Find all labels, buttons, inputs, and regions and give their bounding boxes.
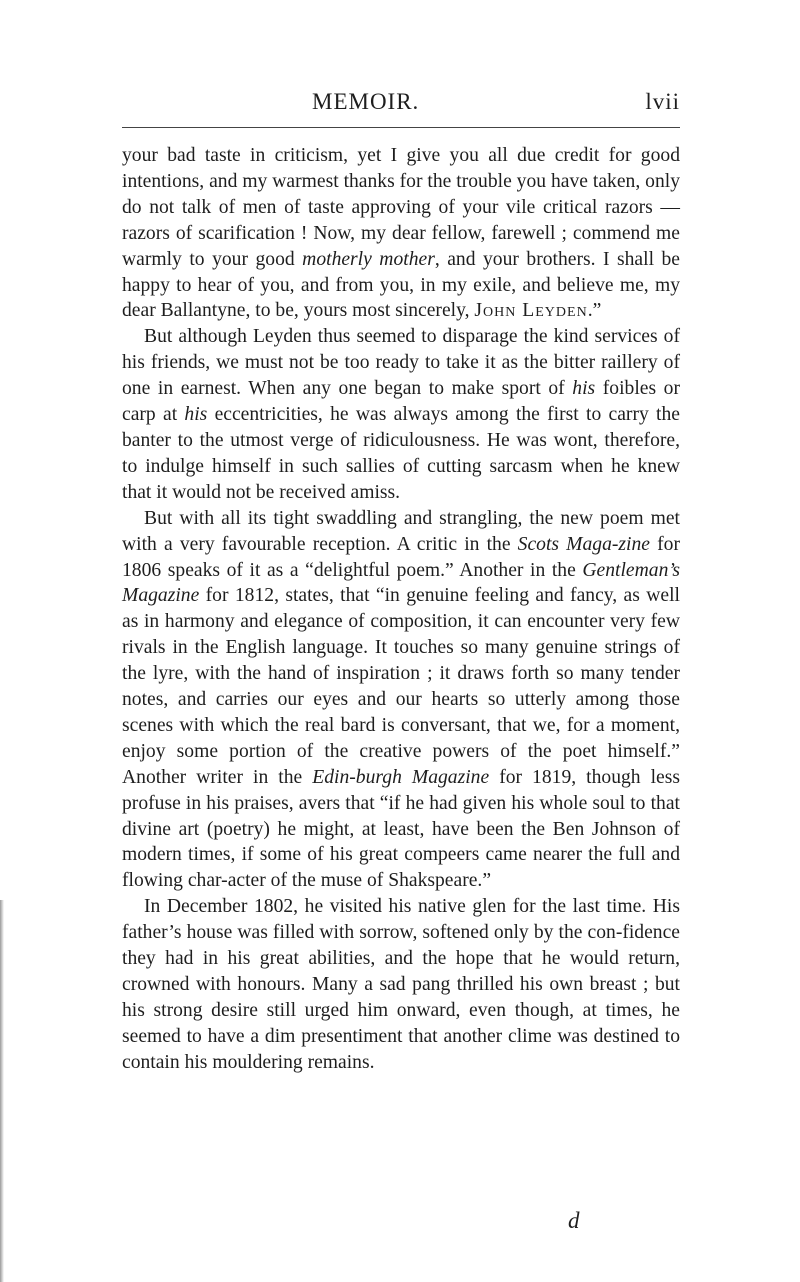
text-segment: But although Leyden thus seemed to disparage the kind services of his friends, we must not be too ready to take it as the bitter raillery of one in earnest. When any one began to make sport of — [122, 326, 680, 400]
paragraph-raillery — [122, 324, 680, 505]
header-rule — [122, 127, 680, 128]
page-header — [122, 84, 680, 124]
text-segment: your bad taste in criticism, yet I give you all due credit for good intentions, and my warmest thanks for the trouble you have taken, only do not talk of men of taste approving of your vile critical razors —razors of scarification ! Now, my dear fellow, farewell ; commend me warmly to your good — [122, 145, 680, 270]
text-segment: .” — [587, 300, 602, 322]
text-segment: Gentleman’s Magazine — [122, 559, 680, 607]
body-text — [122, 143, 680, 1076]
text-segment: motherly mother — [302, 248, 435, 270]
text-segment: Edin-burgh Magazine — [312, 766, 490, 788]
paragraph-last-visit — [122, 894, 680, 1075]
text-segment: for 1819, though less profuse in his praises, avers that “if he had given his whole soul to that divine art (poetry) he might, at least, have been the Ben Johnson of modern times, if some of his great compeers came nearer the full and flowing char-acter of the muse of Shakspeare.” — [122, 766, 680, 892]
page-edge-shadow — [0, 900, 4, 1282]
signature-mark: d — [568, 1208, 580, 1233]
text-segment: his — [572, 378, 596, 400]
paragraph-letter-close — [122, 143, 680, 324]
text-segment: But with all its tight swaddling and strangling, the new poem met with a very favourable reception. A critic in the — [122, 507, 680, 555]
text-segment: Scots Maga-zine — [517, 533, 650, 555]
text-segment: eccentricities, he was always among the first to carry the banter to the utmost verge of ridiculousness. He was wont, therefore, to indulge himself in such sallies of cutting sarcasm when he knew that it would not be received amiss. — [122, 404, 680, 503]
page-number: lvii — [645, 89, 680, 114]
text-segment: John Leyden — [474, 300, 588, 322]
paragraph-reception — [122, 506, 680, 895]
text-segment: for 1812, states, that “in genuine feeling and fancy, as well as in harmony and elegance of composition, it can encounter very few rivals in the English language. It touches so many genuine strings of the lyre, with the hand of inspiration ; it draws forth so many tender notes, and carries our eyes and our hearts so utterly among those scenes with which the real bard is conversant, that we, for a moment, enjoy some portion of the creative powers of the poet himself.” Another writer in the — [122, 585, 680, 788]
text-segment: for 1806 speaks of it as a “delightful poem.” Another in the — [122, 533, 680, 581]
text-segment: foibles or carp at — [122, 378, 680, 426]
text-segment: , and your brothers. I shall be happy to hear of you, and from you, in my exile, and believe me, my dear Ballantyne, to be, yours most sincerely, — [122, 248, 681, 322]
running-head: MEMOIR. — [312, 89, 420, 114]
text-segment: In December 1802, he visited his native glen for the last time. His father’s house was filled with sorrow, softened only by the con-fidence they had in his great abilities, and the hope that he would return, crowned with honours. Many a sad pang thrilled his own breast ; but his strong desire still urged him onward, even though, at times, he seemed to have a dim presentiment that another clime was destined to contain his mouldering remains. — [122, 896, 680, 1073]
text-segment: his — [184, 404, 208, 426]
